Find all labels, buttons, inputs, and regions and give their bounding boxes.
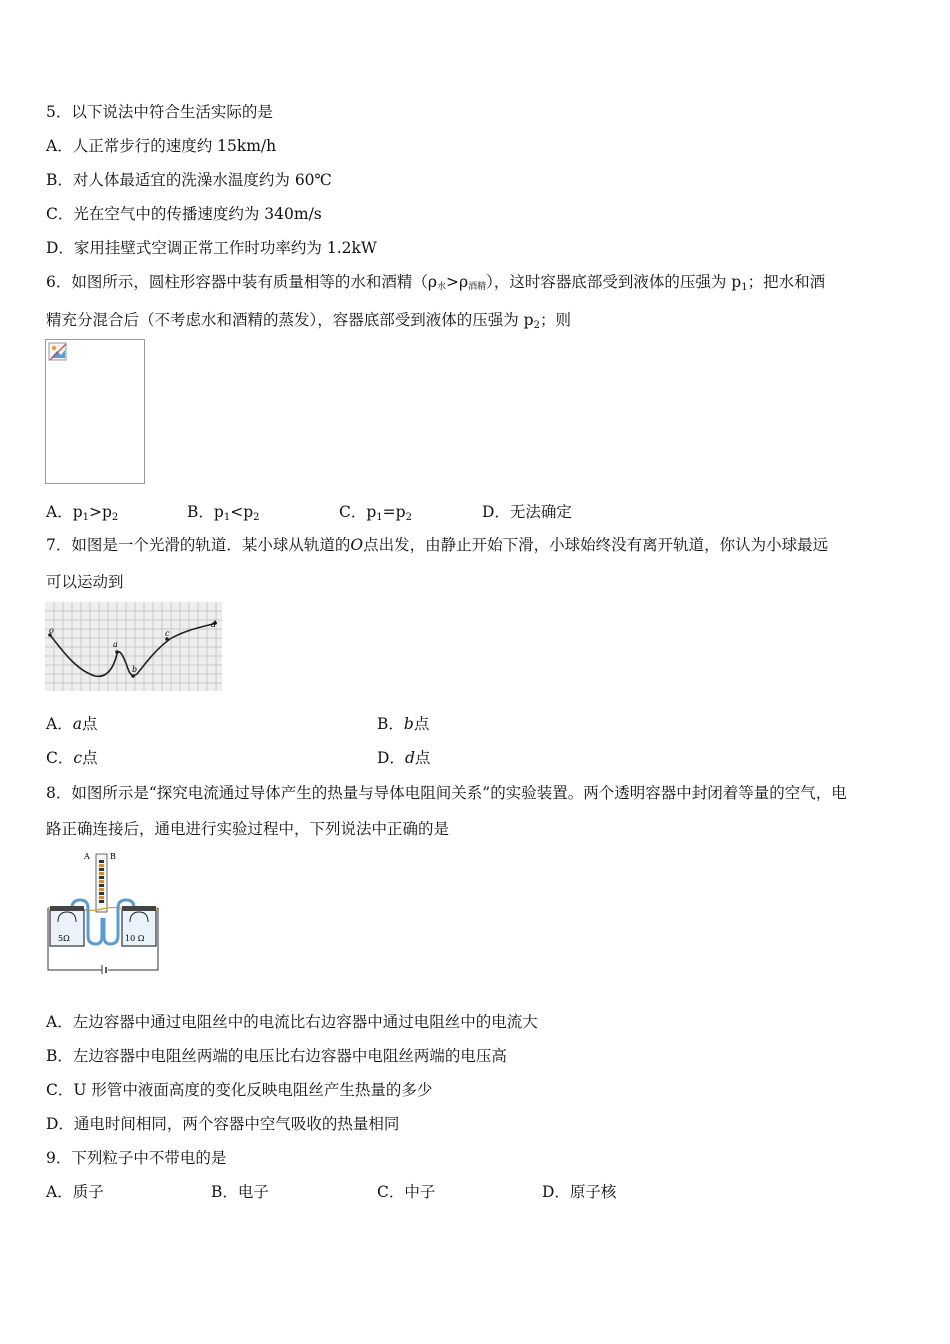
label-a: a — [113, 640, 118, 649]
q6-rho-alcohol-sub: 酒精 — [468, 282, 487, 292]
label-r-left: 5Ω — [58, 934, 70, 943]
label-r-right: 10 Ω — [125, 934, 145, 943]
q6-option-a: A．$p_1>p_2$ — [46, 503, 119, 523]
label-A: A — [84, 852, 90, 861]
q8-stem-line1: 8．如图所示是“探究电流通过导体产生的热量与导体电阻间关系”的实验装置。两个透明容器中封闭着等量的空气，电 — [46, 784, 847, 802]
q8-option-a: A．左边容器中通过电阻丝中的电流比右边容器中通过电阻丝中的电流大 — [46, 1013, 538, 1031]
q6-stem-line2-a: 精充分混合后（不考虑水和酒精的蒸发），容器底部受到液体的压强为 p — [46, 311, 534, 329]
q7-point-o: O — [350, 536, 364, 554]
q5-stem: 5．以下说法中符合生活实际的是 — [46, 103, 273, 121]
q5-option-d: D．家用挂壁式空调正常工作时功率约为 1.2kW — [46, 239, 377, 257]
label-o: o — [49, 626, 54, 635]
q9-stem: 9．下列粒子中不带电的是 — [46, 1149, 227, 1167]
q6-gt: >ρ — [446, 273, 469, 291]
q6-stem-part1: 6．如图所示，圆柱形容器中装有质量相等的水和酒精（ρ — [46, 273, 437, 291]
q8-stem-line2: 路正确连接后，通电进行实验过程中，下列说法中正确的是 — [46, 820, 450, 838]
q6-rho-water-sub: 水 — [436, 282, 446, 292]
q6-p1-sub: 1 — [741, 282, 748, 293]
q9-option-c: C．中子 — [377, 1183, 436, 1201]
q6-stem-part2: ），这时容器底部受到液体的压强为 p — [486, 273, 742, 291]
q8-option-d: D．通电时间相同，两个容器中空气吸收的热量相同 — [46, 1115, 400, 1133]
q7-option-a: A．a点 — [46, 715, 98, 733]
q9-option-b: B．电子 — [211, 1183, 269, 1201]
q7-stem-line1: 7．如图是一个光滑的轨道．某小球从轨道的O点出发，由静止开始下滑，小球始终没有离开轨道，你认为小球最远 — [46, 536, 829, 554]
label-B: B — [110, 852, 116, 861]
q6-stem-line1 — [46, 272, 825, 298]
label-c: c — [165, 629, 170, 638]
q6-p2-sub: 2 — [533, 320, 540, 331]
q7-option-c: C．c点 — [46, 749, 98, 767]
q6-stem-line2 — [46, 310, 571, 336]
q6-option-d: D．无法确定 — [482, 503, 572, 521]
q7-option-d: D．d点 — [377, 749, 431, 767]
q7-track-figure — [45, 602, 222, 691]
q9-option-d: D．原子核 — [542, 1183, 617, 1201]
q5-option-b: B．对人体最适宜的洗澡水温度约为 60℃ — [46, 171, 332, 189]
q8-apparatus-figure — [44, 848, 162, 974]
q7-option-b: B．b点 — [377, 715, 430, 733]
label-d: d — [211, 620, 217, 629]
q6-broken-image — [45, 339, 145, 484]
q7-stem-line2: 可以运动到 — [46, 573, 124, 591]
q8-option-c: C．U 形管中液面高度的变化反映电阻丝产生热量的多少 — [46, 1081, 433, 1099]
q8-option-b: B．左边容器中电阻丝两端的电压比右边容器中电阻丝两端的电压高 — [46, 1047, 507, 1065]
q9-option-a: A．质子 — [46, 1183, 104, 1201]
label-b: b — [132, 665, 138, 674]
broken-image-icon — [48, 342, 68, 362]
q6-stem-part3: ；把水和酒 — [747, 273, 826, 291]
q6-option-c: C．$p_1=p_2$ — [339, 503, 412, 523]
q6-stem-line2-b: ；则 — [539, 311, 571, 329]
q5-option-c: C．光在空气中的传播速度约为 340m/s — [46, 205, 322, 223]
q6-option-b: B．$p_1<p_2$ — [187, 503, 260, 523]
q5-option-a: A．人正常步行的速度约 15km/h — [46, 137, 277, 155]
